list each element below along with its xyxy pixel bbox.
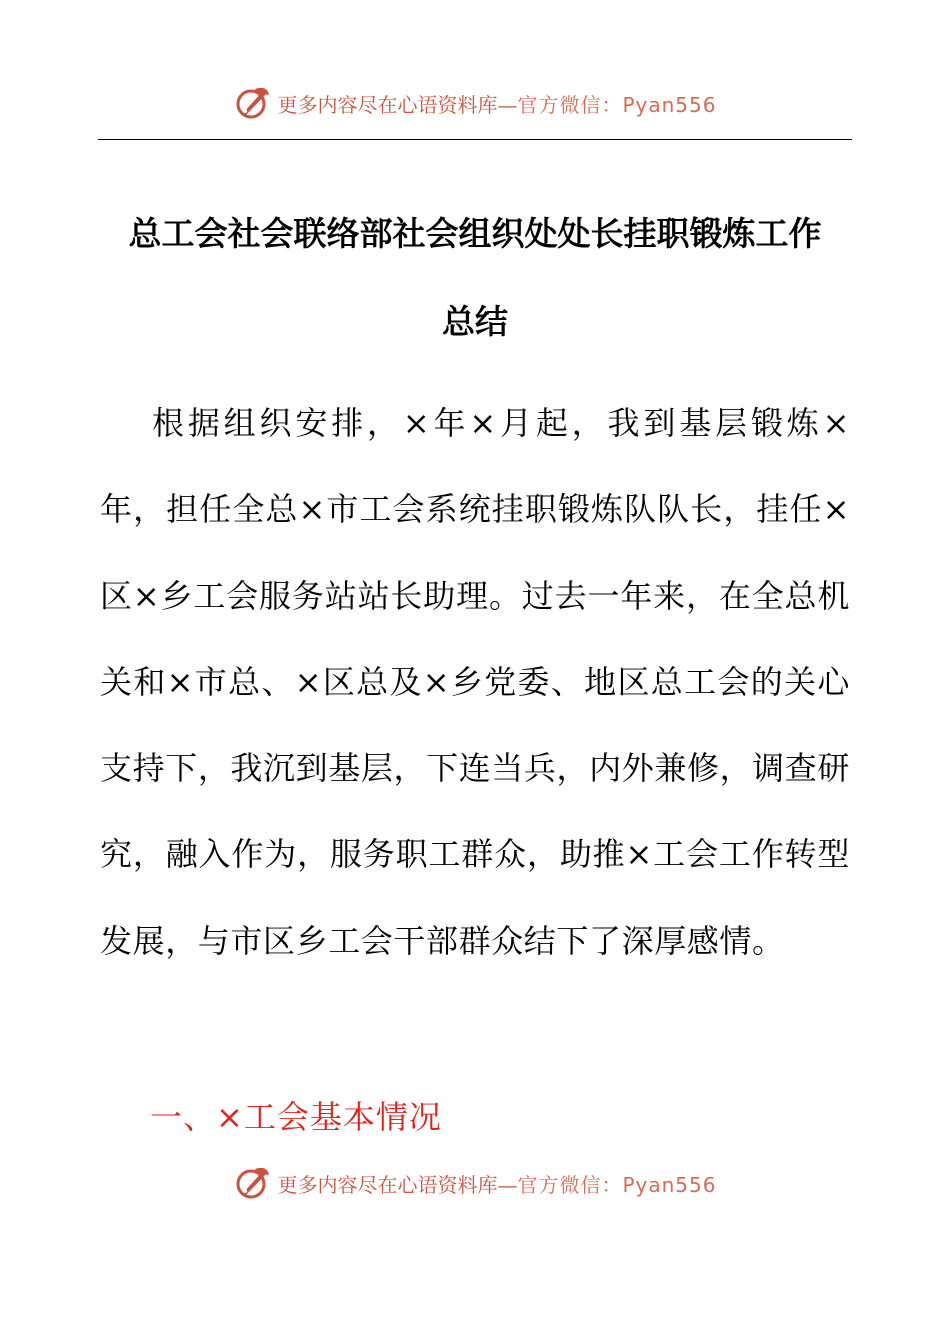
document-title-line1: 总工会社会联络部社会组织处处长挂职锻炼工作 <box>128 214 822 253</box>
banner-text <box>277 89 716 118</box>
banner-text-main: 更多内容尽在心语资料库— <box>277 92 518 117</box>
section-heading: 一、×工会基本情况 <box>150 1098 442 1136</box>
footer-watermark-banner <box>0 1161 950 1205</box>
quill-logo-icon <box>233 1163 273 1203</box>
header-divider <box>98 139 852 140</box>
banner-text-wechat: 官方微信：Pyan556 <box>517 92 717 117</box>
banner-text-wechat: 官方微信：Pyan556 <box>517 1172 717 1197</box>
header-watermark-banner <box>0 81 950 125</box>
quill-logo-icon <box>233 83 273 123</box>
document-title-line2: 总结 <box>442 302 508 341</box>
body-paragraph: 根据组织安排，×年×月起，我到基层锻炼×年，担任全总×市工会系统挂职锻炼队队长，挂任×区×乡工会服务站站长助理。过去一年来，在全总机关和×市总、×区总及×乡党委、地区总工会的关心支持下，我沉到基层，下连当兵，内外兼修，调查研究，融入作为，服务职工群众，助推×工会工作转型发展，与市区乡工会干部群众结下了深厚感情。 <box>100 404 850 960</box>
banner-text-main: 更多内容尽在心语资料库— <box>277 1172 518 1197</box>
banner-text <box>277 1169 716 1198</box>
